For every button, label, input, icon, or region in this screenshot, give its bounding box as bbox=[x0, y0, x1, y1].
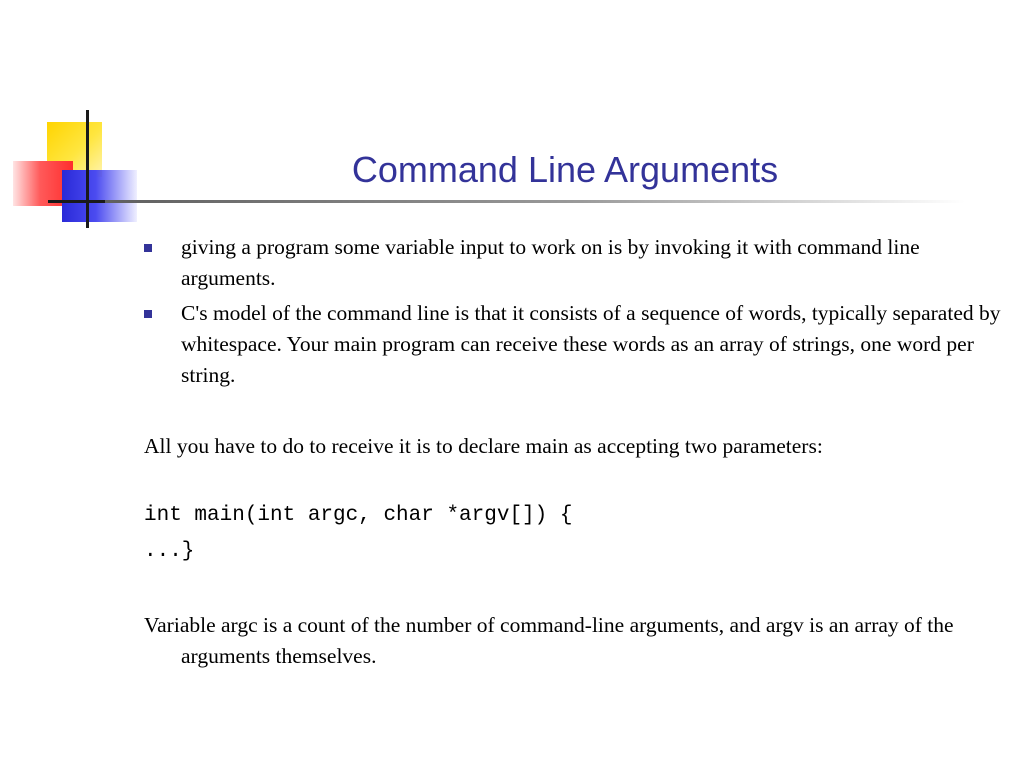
logo-blue-square bbox=[62, 170, 137, 222]
code-snippet bbox=[144, 498, 1004, 570]
bullet-list bbox=[144, 232, 1004, 391]
square-bullet-icon bbox=[144, 310, 152, 318]
logo-vertical-line bbox=[86, 110, 89, 228]
square-bullet-icon bbox=[144, 244, 152, 252]
paragraph-argc-argv: Variable argc is a count of the number of command-line arguments, and argv is an array of the arguments themselves. bbox=[144, 613, 954, 668]
paragraph-declare-main: All you have to do to receive it is to declare main as accepting two parameters: bbox=[144, 434, 823, 458]
title-divider-line bbox=[105, 200, 965, 203]
bullet-text: C's model of the command line is that it consists of a sequence of words, typically separated by whitespace. Your main program can receive these words as an array of strings, one word per string. bbox=[181, 301, 1001, 387]
bullet-item bbox=[144, 298, 1004, 391]
slide-logo-decoration bbox=[0, 0, 160, 240]
code-line: int main(int argc, char *argv[]) { bbox=[144, 504, 573, 527]
bullet-text: giving a program some variable input to work on is by invoking it with command line arguments. bbox=[181, 235, 920, 290]
code-line: ...} bbox=[144, 540, 195, 563]
slide-title: Command Line Arguments bbox=[351, 149, 779, 190]
slide-body bbox=[144, 232, 1004, 672]
bullet-item bbox=[144, 232, 1004, 294]
